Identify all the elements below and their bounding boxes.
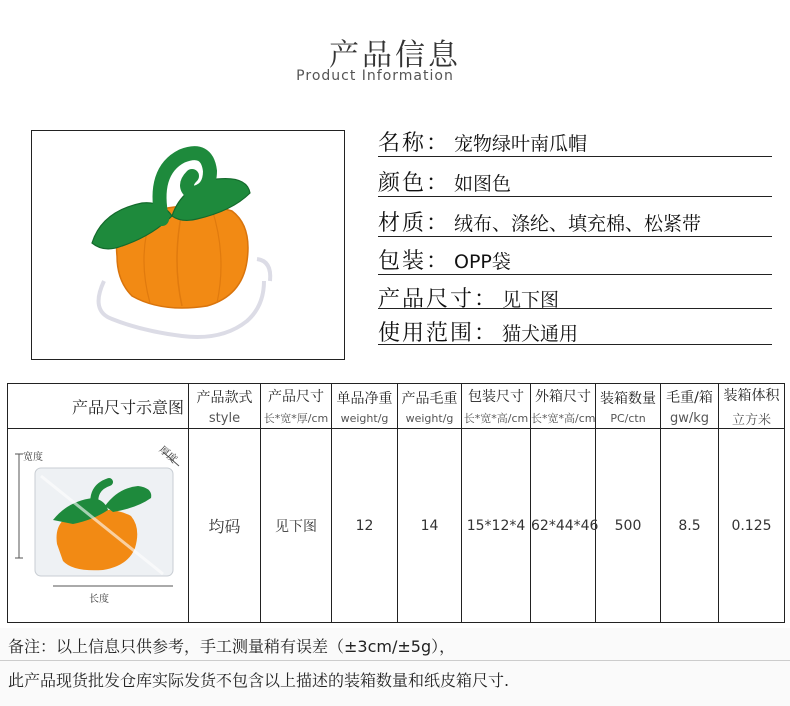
- note-line-1: 备注：以上信息只供参考，手工测量稍有误差（±3cm/±5g），: [8, 637, 456, 656]
- spec-label: 颜色：: [378, 171, 451, 196]
- note-line-2: 此产品现货批发仓库实际发货不包含以上描述的装箱数量和纸皮箱尺寸.: [8, 671, 510, 690]
- spec-value: 猫犬通用: [502, 323, 579, 345]
- cell-product-size: 见下图: [261, 429, 332, 623]
- length-label: 长度: [89, 593, 109, 605]
- cell-carton-qty: 500: [596, 429, 661, 623]
- spec-value: 宠物绿叶南瓜帽: [454, 133, 588, 155]
- spec-value: 绒布、涤纶、填充棉、松紧带: [454, 213, 702, 235]
- size-diagram-cell: [8, 429, 189, 623]
- size-diagram: [13, 443, 183, 606]
- cell-carton-volume: 0.125: [719, 429, 785, 623]
- page-subtitle: Product Information: [296, 68, 454, 84]
- header-product-size: 产品尺寸 长*宽*厚/cm: [261, 384, 332, 429]
- size-table: [7, 383, 785, 623]
- product-photo: [31, 130, 345, 360]
- spec-usage: [378, 316, 772, 345]
- spec-size: [378, 282, 772, 312]
- spec-material: [378, 206, 772, 237]
- table-row: [8, 429, 785, 623]
- header-style: 产品款式 style: [189, 384, 261, 429]
- cell-style: 均码: [189, 429, 261, 623]
- spec-name: [378, 126, 772, 157]
- spec-label: 材质：: [378, 211, 451, 236]
- header-gross-weight: 产品毛重 weight/g: [398, 384, 462, 429]
- thickness-label: 厚度: [156, 443, 179, 466]
- header-carton-qty: 装箱数量 PC/ctn: [596, 384, 661, 429]
- pumpkin-hat-image: [32, 131, 344, 359]
- spec-color: [378, 166, 772, 197]
- page-title: 产品信息: [329, 38, 461, 73]
- table-header-row: [8, 384, 785, 429]
- header-diagram: 产品尺寸示意图: [8, 384, 189, 429]
- notes-section: [0, 628, 790, 706]
- spec-value: OPP袋: [454, 251, 511, 273]
- packaged-hat-image: [13, 446, 183, 606]
- spec-label: 包装：: [378, 249, 451, 274]
- cell-package-size: 15*12*4: [462, 429, 531, 623]
- spec-value: 如图色: [454, 173, 512, 195]
- header-package-size: 包装尺寸 长*宽*高/cm: [462, 384, 531, 429]
- spec-label: 产品尺寸：: [378, 287, 499, 312]
- note-divider: [0, 660, 790, 661]
- spec-packaging: [378, 244, 772, 275]
- spec-value: 见下图: [502, 289, 560, 311]
- header-net-weight: 单品净重 weight/g: [332, 384, 398, 429]
- cell-net-weight: 12: [332, 429, 398, 623]
- header-carton-size: 外箱尺寸 长*宽*高/cm: [531, 384, 596, 429]
- header-carton-volume: 装箱体积 立方米: [719, 384, 785, 429]
- spec-label: 名称：: [378, 131, 451, 156]
- cell-carton-size: 62*44*46: [531, 429, 596, 623]
- spec-label: 使用范围：: [378, 321, 499, 346]
- header-carton-weight: 毛重/箱 gw/kg: [661, 384, 719, 429]
- cell-gross-weight: 14: [398, 429, 462, 623]
- width-label: 宽度: [23, 451, 43, 463]
- cell-carton-weight: 8.5: [661, 429, 719, 623]
